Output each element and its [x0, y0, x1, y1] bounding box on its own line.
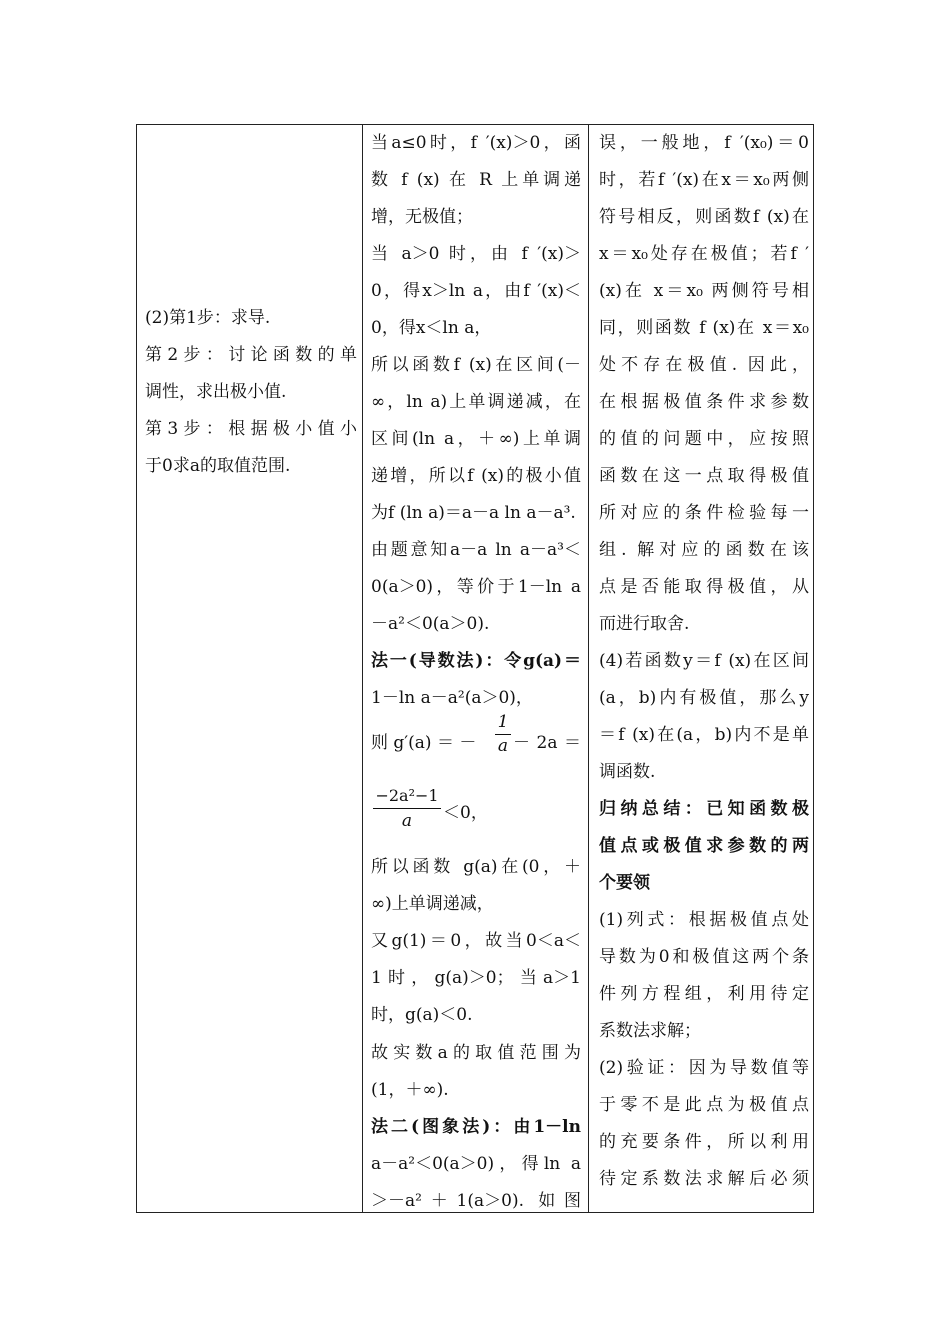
- text-line: a－a²＜0(a＞0)，得ln a: [371, 1154, 581, 1174]
- fraction-numerator: 1: [497, 712, 509, 732]
- text-line: 0，得x＜ln a，: [371, 318, 492, 338]
- text-line: 于零不是此点为极值点: [599, 1095, 809, 1115]
- fraction-denominator: a: [497, 736, 509, 756]
- text-line: 处不存在极值. 因此，: [599, 355, 809, 375]
- inequality-text: ＜0，: [443, 803, 488, 823]
- text-line: (2)验证：因为导数值等: [599, 1058, 809, 1078]
- formula-right: － 2a ＝: [513, 733, 581, 753]
- text-line: ∞)上单调递减，: [371, 894, 494, 914]
- text-line: 而进行取舍.: [599, 614, 690, 634]
- text-line: 调函数.: [599, 762, 656, 782]
- text-line: 导数为0和极值这两个条: [599, 947, 809, 967]
- fraction-numerator: −2a²−1: [375, 786, 439, 805]
- solution-column: [371, 125, 581, 1212]
- fraction-bar: [373, 808, 441, 809]
- text-line: 件列方程组，利用待定: [599, 984, 809, 1004]
- text-line: 当a≤0时，f ′(x)＞0，函: [371, 133, 581, 153]
- text-line: 第2步：讨论函数的单: [145, 345, 357, 365]
- text-line: 1时，g(a)＞0；当a＞1: [371, 968, 581, 988]
- formula-left: 则 g′(a) ＝ －: [371, 733, 477, 753]
- text-line: －a²＜0(a＞0).: [371, 614, 490, 634]
- text-line: (1，＋∞).: [371, 1080, 449, 1100]
- text-line: x＝x₀处存在极值；若f ′: [599, 244, 809, 264]
- text-line: 又g(1)＝0，故当0＜a＜: [371, 931, 581, 951]
- text-line: 数 f (x) 在 R 上单调递: [371, 170, 581, 190]
- text-line: 为f (ln a)＝a－a ln a－a³.: [371, 503, 576, 523]
- text-line: 系数法求解；: [599, 1021, 701, 1041]
- steps-column: [145, 125, 357, 1212]
- text-line: 时，若f ′(x)在x＝x₀两侧: [599, 170, 809, 190]
- text-line: 的充要条件，所以利用: [599, 1132, 809, 1152]
- text-line: (a，b)内有极值，那么y: [599, 688, 809, 708]
- text-line: 由题意知a－a ln a－a³＜: [371, 540, 581, 560]
- text-line: 待定系数法求解后必须: [599, 1169, 809, 1189]
- text-line: (x)在 x＝x₀ 两侧符号相: [599, 281, 809, 301]
- text-line: 1－ln a－a²(a＞0)，: [371, 688, 533, 708]
- method-two-heading: 法二(图象法)：由1－ln: [371, 1117, 581, 1137]
- text-line: 符号相反，则函数f (x)在: [599, 207, 809, 227]
- derivative-result: [371, 786, 581, 843]
- text-line: 0，得x＞ln a，由f ′(x)＜: [371, 281, 581, 301]
- fraction-denominator: a: [401, 811, 413, 831]
- content-table: [136, 124, 814, 1213]
- text-line: (2)第1步：求导.: [145, 308, 271, 328]
- column-divider: [362, 125, 363, 1212]
- text-line: 的值的问题中，应按照: [599, 429, 809, 449]
- text-line: (4)若函数y＝f (x)在区间: [599, 651, 809, 671]
- derivative-formula: [371, 712, 581, 765]
- text-line: 于0求a的取值范围.: [145, 456, 291, 476]
- text-line: 第3步：根据极小值小: [145, 419, 357, 439]
- text-line: 误，一般地，f ′(x₀)＝0: [599, 133, 809, 153]
- text-line: 调性，求出极小值.: [145, 382, 287, 402]
- text-line: 区间(ln a，＋∞)上单调: [371, 429, 581, 449]
- text-line: 点是否能取得极值，从: [599, 577, 809, 597]
- text-line: ＝f (x)在(a，b)内不是单: [599, 725, 809, 745]
- text-line: 所对应的条件检验每一: [599, 503, 809, 523]
- text-line: 增，无极值；: [371, 207, 473, 227]
- method-one-heading: 法一(导数法)：令g(a)＝: [371, 651, 581, 671]
- text-line: 函数在这一点取得极值: [599, 466, 809, 486]
- notes-column: [599, 125, 809, 1212]
- text-line: 组. 解对应的函数在该: [599, 540, 809, 560]
- text-line: 当 a＞0 时，由 f ′(x)＞: [371, 244, 581, 264]
- text-line: 所以函数 g(a)在(0，＋: [371, 857, 581, 877]
- text-line: 时，g(a)＜0.: [371, 1005, 473, 1025]
- text-line: (1)列式：根据极值点处: [599, 910, 809, 930]
- text-line: ∞，ln a)上单调递减，在: [371, 392, 581, 412]
- column-divider: [588, 125, 589, 1212]
- text-line: ＞－a²＋1(a＞0). 如图: [371, 1191, 581, 1211]
- text-line: 0(a＞0)，等价于1－ln a: [371, 577, 581, 597]
- summary-heading: 个要领: [599, 873, 650, 893]
- text-line: 所以函数f (x)在区间(－: [371, 355, 581, 375]
- text-line: 递增，所以f (x)的极小值: [371, 466, 581, 486]
- summary-heading: 值点或极值求参数的两: [599, 836, 809, 856]
- text-line: 故实数a的取值范围为: [371, 1043, 581, 1063]
- text-line: 同，则函数 f (x)在 x＝x₀: [599, 318, 809, 338]
- text-line: 在根据极值条件求参数: [599, 392, 809, 412]
- summary-heading: 归纳总结：已知函数极: [599, 799, 809, 819]
